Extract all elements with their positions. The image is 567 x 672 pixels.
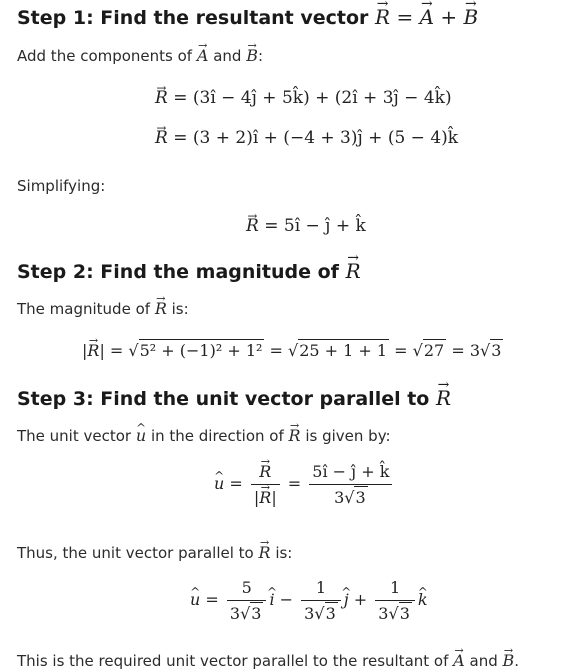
result-coef: 3 — [469, 341, 480, 360]
step2-heading — [17, 259, 557, 283]
frac-j: $\frac{1}{3√3}$ — [301, 578, 341, 623]
frac-k: $\frac{1}{3√3}$ — [375, 578, 415, 623]
conclusion-and: and — [469, 652, 498, 670]
vec-r: → R — [289, 426, 301, 445]
step1-eq2: → R = (3 + 2)î + (−4 + 3)ĵ + (5 − 4)k̂ — [155, 128, 555, 148]
step3-final-eq: ^ u = $\frac{5}{3√3}$ ^ i − $\frac{1}{3√3}$ ^ j + $\frac{1}{3√3}$ ^ k — [190, 578, 550, 623]
unit-k: ^ k — [418, 590, 428, 609]
step2-heading-text: Step 2: Find the magnitude of — [17, 261, 339, 283]
step3-intro-middle: in the direction of — [150, 427, 284, 445]
step2-magnitude-eq: |→ R| = √5² + (−1)² + 1² = √25 + 1 + 1 = √27 = 3√3 — [82, 341, 552, 360]
frac-components-num: 5î − ĵ + k̂ — [309, 462, 392, 485]
radicand-1: 5² + (−1)² + 1² — [139, 341, 263, 360]
unit-i: ^ i — [269, 590, 274, 609]
unit-u: ^ u — [190, 590, 200, 609]
vec-a: → A — [197, 46, 209, 65]
sqrt-2: √25 + 1 + 1 — [288, 341, 388, 360]
sqrt-1: √5² + (−1)² + 1² — [128, 341, 263, 360]
frac-i: $\frac{5}{3√3}$ — [227, 578, 267, 623]
vec-r: → R — [246, 216, 259, 236]
step1-heading-text: Step 1: Find the resultant vector — [17, 7, 369, 29]
vec-r: → R — [87, 341, 99, 360]
sqrt-3: √27 — [412, 341, 445, 360]
frac-components — [309, 462, 392, 507]
step3-intro — [17, 426, 557, 445]
conclusion-prefix: This is the required unit vector parallel to the resultant of — [17, 652, 449, 670]
vec-r: → R — [375, 5, 390, 29]
unit-j: ^ j — [344, 590, 349, 609]
vec-r: → R — [259, 462, 271, 481]
step3-intro-suffix: is given by: — [305, 427, 391, 445]
frac-r-over-mag: → $\frac{R}{|\to R|}$ — [251, 462, 280, 507]
step2-intro-prefix: The magnitude of — [17, 300, 151, 318]
unit-u: ^ u — [136, 426, 146, 445]
vec-b: → B — [503, 651, 515, 670]
vec-r: → R — [346, 259, 361, 283]
step3-thus-suffix: is: — [275, 544, 293, 562]
vec-r: → R — [155, 128, 168, 148]
step3-thus — [17, 543, 557, 562]
vec-r: → R — [436, 386, 451, 410]
unit-u: ^ u — [214, 474, 224, 493]
step3-thus-prefix: Thus, the unit vector parallel to — [17, 544, 254, 562]
step1-eq3-rhs: 5î − ĵ + k̂ — [283, 216, 366, 236]
step1-intro-prefix: Add the components of — [17, 47, 193, 65]
sqrt-4: √3 — [480, 341, 502, 360]
vec-b: → B — [246, 46, 258, 65]
step1-eq1-rhs: (3î − 4ĵ + 5k̂) + (2î + 3ĵ − 4k̂) — [192, 88, 452, 108]
step1-eq2-rhs: (3 + 2)î + (−4 + 3)ĵ + (5 − 4)k̂ — [192, 128, 459, 148]
vec-r: → R — [259, 543, 271, 562]
step3-heading-text: Step 3: Find the unit vector parallel to — [17, 388, 430, 410]
vec-r: → R — [155, 88, 168, 108]
vec-b: → B — [464, 5, 479, 29]
step2-intro — [17, 299, 557, 318]
vec-a: → A — [420, 5, 434, 29]
step3-heading — [17, 386, 557, 410]
step1-intro: Add the components of → A and → B: — [17, 46, 557, 65]
step3-intro-prefix: The unit vector — [17, 427, 132, 445]
step1-intro-and: and — [213, 47, 242, 65]
step1-eq1: → R = (3î − 4ĵ + 5k̂) + (2î + 3ĵ − 4k̂) — [155, 88, 555, 108]
step1-eq3: → R = 5î − ĵ + k̂ — [246, 216, 546, 236]
vec-r: → R — [155, 299, 167, 318]
conclusion: This is the required unit vector parallel to the resultant of → A and → B. — [17, 651, 557, 670]
simplifying-label: Simplifying: — [17, 177, 106, 195]
vec-a: → A — [453, 651, 465, 670]
step2-intro-suffix: is: — [171, 300, 189, 318]
radicand-3: 27 — [423, 341, 445, 360]
radicand-2: 25 + 1 + 1 — [299, 341, 388, 360]
frac-components-den: 3√3 — [334, 488, 366, 507]
result-radicand: 3 — [491, 341, 502, 360]
vec-r: → R — [259, 488, 271, 507]
step3-unit-eq: ^ u = → $\frac{R}{|\to R|}$ = $\frac{5î - ĵ + k̂}{3√3}$ — [214, 462, 554, 507]
step1-heading — [17, 5, 557, 29]
step1-heading-math: → R = → A + → B — [375, 5, 478, 29]
